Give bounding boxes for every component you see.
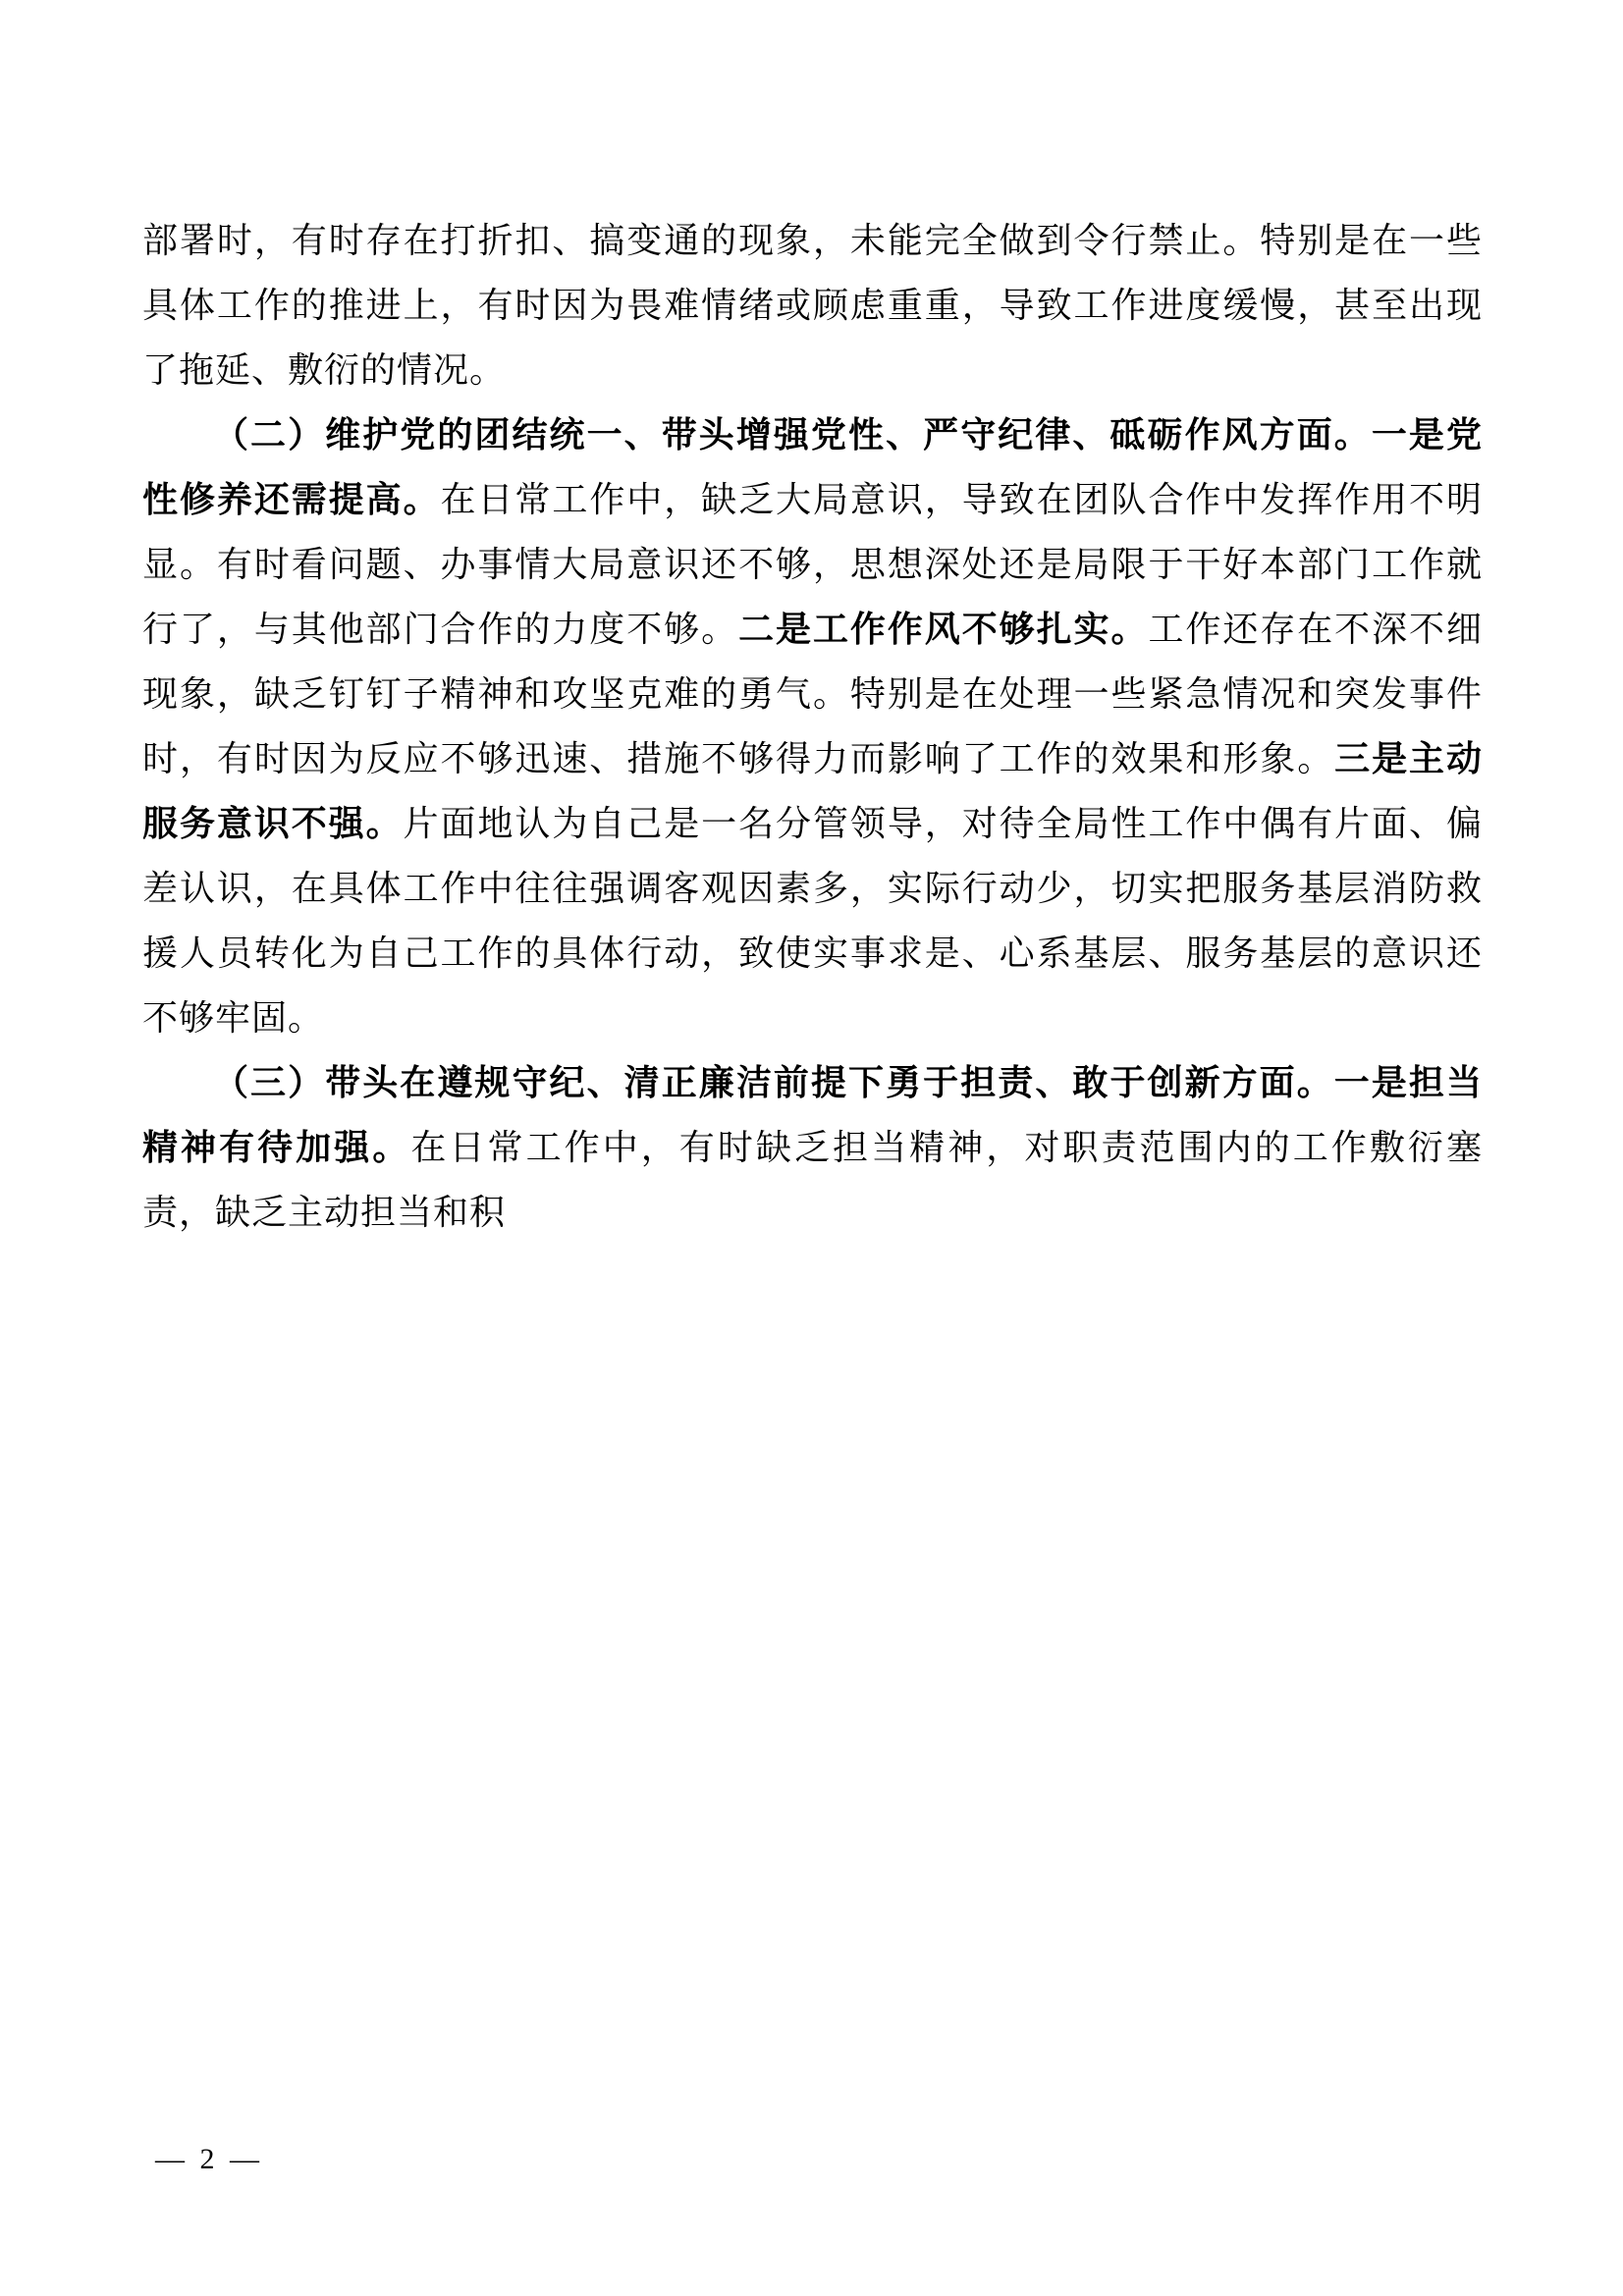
page-number: — 2 —	[155, 2143, 263, 2175]
text-run-bold: （二）维护党的团结统一、带头增强党性、严守纪律、砥砺作风方面。一是党性修养还需提高。	[142, 414, 1483, 519]
text-run: 工作还存在不深不细现象，缺乏钉钉子精神和攻坚克难的勇气。特别是在处理一些紧急情况和突发事件时，有时因为反应不够迅速、措施不够得力而影响了工作的效果和形象。	[142, 610, 1483, 778]
text-run: 片面地认为自己是一名分管领导，对待全局性工作中偶有片面、偏差认识，在具体工作中往往强调客观因素多，实际行动少，切实把服务基层消防救援人员转化为自己工作的具体行动，致使实事求是、心系基层、服务基层的意识还不够牢固。	[142, 804, 1483, 1038]
document-body	[142, 208, 1483, 1245]
text-run: 在日常工作中，有时缺乏担当精神，对职责范围内的工作敷衍塞责，缺乏主动担当和积	[142, 1128, 1483, 1232]
text-run-bold: 二是工作作风不够扎实。	[738, 609, 1149, 649]
text-run-bold: （三）带头在遵规守纪、清正廉洁前提下勇于担责、敢于创新方面。一是担当精神有待加强。	[142, 1062, 1483, 1167]
text-run: 部署时，有时存在打折扣、搞变通的现象，未能完全做到令行禁止。特别是在一些具体工作的推进上，有时因为畏难情绪或顾虑重重，导致工作进度缓慢，甚至出现了拖延、敷衍的情况。	[142, 221, 1483, 390]
text-run-bold: 三是主动服务意识不强。	[142, 738, 1483, 843]
paragraph	[142, 402, 1483, 1050]
paragraph	[142, 1050, 1483, 1245]
text-run: 在日常工作中，缺乏大局意识，导致在团队合作中发挥作用不明显。有时看问题、办事情大局意识还不够，思想深处还是局限于干好本部门工作就行了，与其他部门合作的力度不够。	[142, 480, 1483, 649]
paragraph	[142, 208, 1483, 402]
